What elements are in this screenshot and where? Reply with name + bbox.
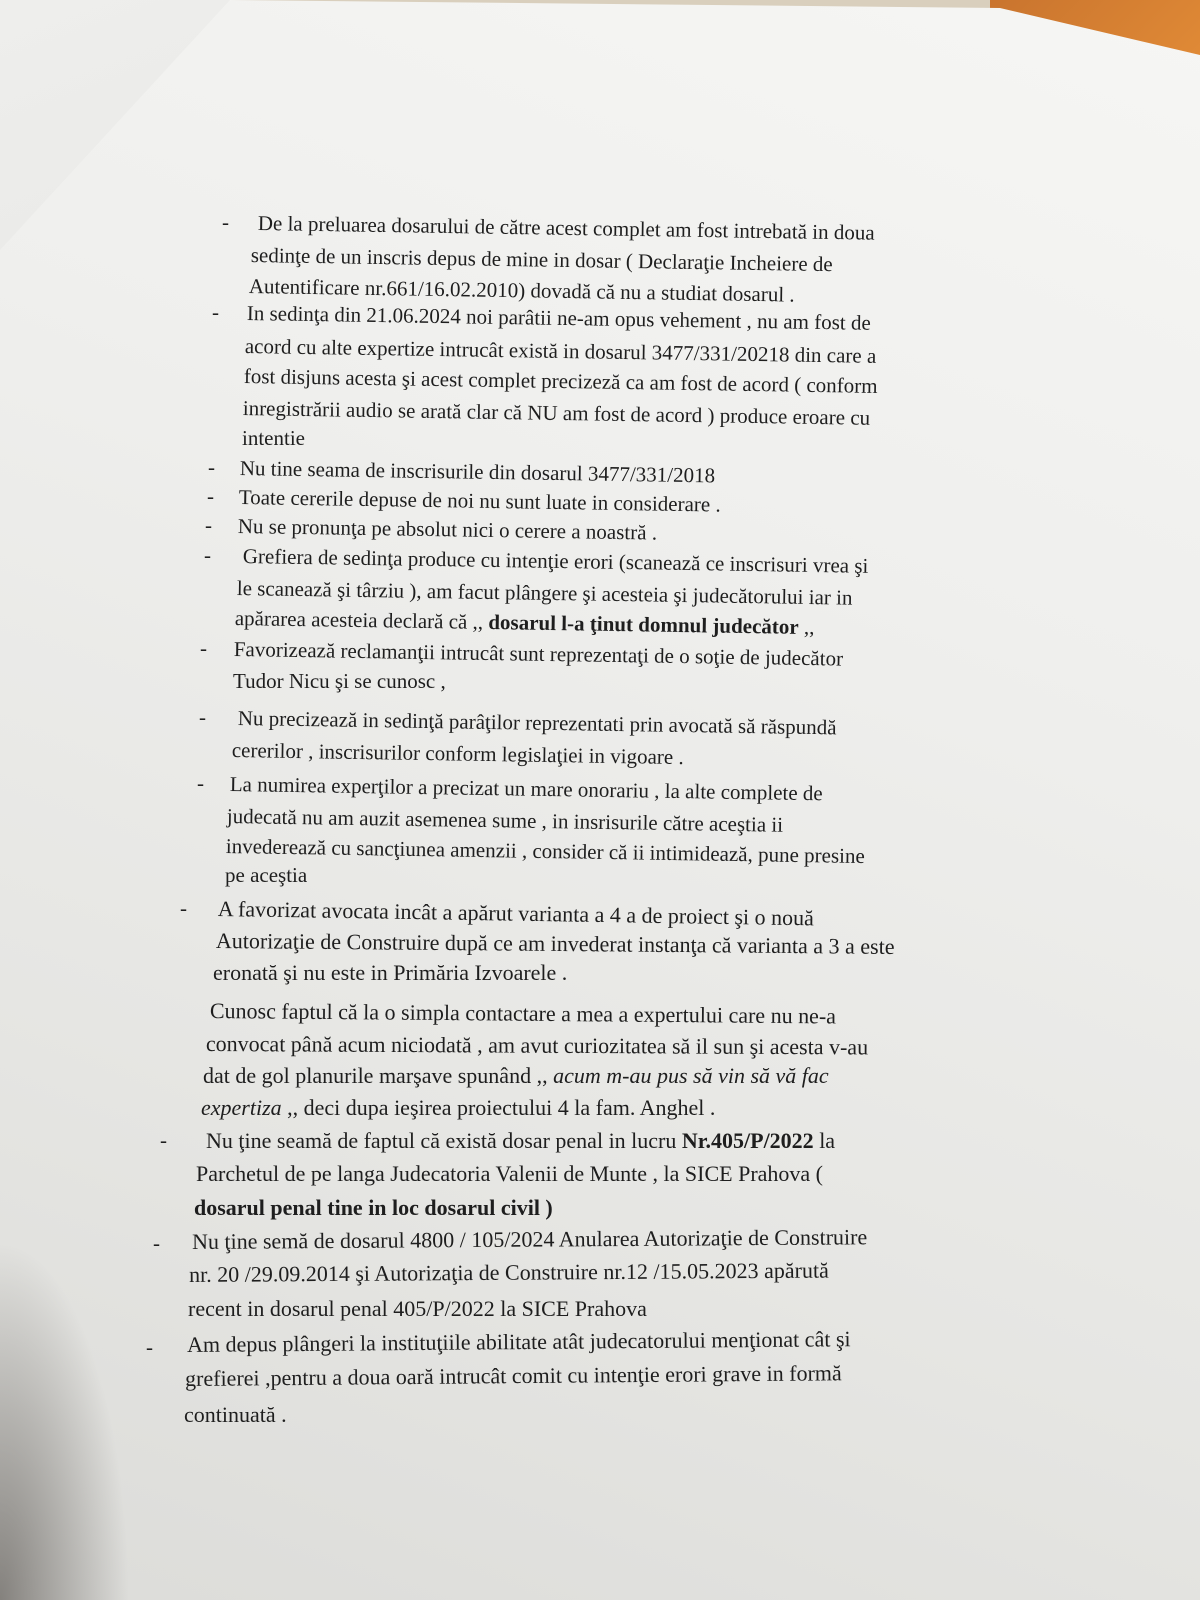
paragraph-line: judecată nu am auzit asemenea sume , in insrisurile către aceştia ii bbox=[226, 804, 784, 837]
paragraph-line: Nu tine seama de inscrisurile din dosarul 3477/331/2018 bbox=[239, 456, 716, 488]
bullet-dash: - bbox=[208, 455, 215, 479]
paragraph-line: pe aceştia bbox=[225, 863, 308, 887]
paragraph-line: expertiza ,, deci dupa ieşirea proiectului 4 la fam. Anghel . bbox=[201, 1095, 716, 1120]
paragraph-line: Nu precizează in sedinţă parâţilor reprezentati prin avocată să răspundă bbox=[237, 706, 837, 740]
bold-quote: dosarul l-a ţinut domnul judecător bbox=[488, 609, 799, 639]
paragraph-line: le scanează şi târziu ), am facut plângere şi acesteia şi judecătorului iar in bbox=[236, 576, 853, 610]
bold-note: dosarul penal tine in loc dosarul civil ) bbox=[194, 1195, 553, 1220]
paragraph-line: fost disjuns acesta şi acest complet precizeză ca am fost de acord ( conform bbox=[243, 364, 878, 398]
bullet-dash: - bbox=[200, 636, 207, 660]
bullet-dash: - bbox=[199, 705, 206, 729]
paragraph-line: intentie bbox=[242, 426, 305, 450]
paragraph-line bbox=[194, 1197, 553, 1219]
bullet-dash: - bbox=[160, 1128, 167, 1152]
paragraph-line: Nu ţine semă de dosarul 4800 / 105/2024 Anularea Autorizaţie de Construire bbox=[191, 1224, 868, 1254]
paragraph-line: sedinţe de un inscris depus de mine in dosar ( Declaraţie Incheiere de bbox=[250, 243, 833, 277]
paragraph-line: convocat până acum niciodată , am avut curiozitatea să il sun şi acesta v-au bbox=[205, 1031, 869, 1060]
paragraph-line: Am depus plângeri la instituţiile abilitate atât judecatorului menţionat cât şi bbox=[186, 1326, 851, 1357]
bullet-dash: - bbox=[204, 543, 211, 567]
bullet-dash: - bbox=[153, 1231, 160, 1255]
bullet-dash: - bbox=[180, 896, 187, 920]
bullet-dash: - bbox=[205, 513, 212, 537]
paragraph-line: cererilor , inscrisurilor conform legislaţiei in vigoare . bbox=[231, 738, 684, 770]
paragraph-line: Autorizaţie de Construire după ce am invederat instanţa că varianta a 3 a este bbox=[215, 928, 895, 959]
paragraph-line: apărarea acesteia declară că ,, dosarul l-a ţinut domnul judecător ,, bbox=[234, 606, 815, 640]
paragraph-line: Parchetul de pe langa Judecatoria Valenii de Munte , la SICE Prahova ( bbox=[196, 1161, 824, 1186]
paragraph-line: De la preluarea dosarului de către acest complet am fost intrebată in doua bbox=[257, 211, 875, 245]
bullet-dash: - bbox=[207, 484, 214, 508]
paragraph-line: In sedinţa din 21.06.2024 noi parâtii ne-am opus vehement , nu am fost de bbox=[246, 301, 872, 335]
paragraph-line: Grefiera de sedinţa produce cu intenţie erori (scanează ce inscrisuri vrea şi bbox=[242, 544, 869, 578]
paragraph-line: La numirea experţilor a precizat un mare onorariu , la alte complete de bbox=[229, 772, 823, 806]
italic-quote: expertiza bbox=[201, 1095, 282, 1120]
paragraph-line: A favorizat avocata incât a apărut varianta a 4 a de proiect şi o nouă bbox=[217, 896, 815, 931]
paragraph-line: inregistrării audio se arată clar că NU am fost de acord ) produce eroare cu bbox=[242, 396, 871, 430]
paragraph-line: nr. 20 /29.09.2014 şi Autorizaţia de Construire nr.12 /15.05.2023 apărută bbox=[188, 1257, 829, 1287]
paragraph-line: eronată şi nu este in Primăria Izvoarele . bbox=[213, 960, 568, 985]
paragraph-line: Nu se pronunţa pe absolut nici o cerere a noastră . bbox=[237, 514, 658, 545]
bullet-dash: - bbox=[212, 300, 219, 324]
paragraph-line: Favorizează reclamanţii intrucât sunt reprezentaţi de o soţie de judecător bbox=[233, 637, 844, 671]
case-number: Nr.405/P/2022 bbox=[681, 1128, 814, 1153]
paragraph-line: grefierei ,pentru a doua oară intrucât comit cu intenţie erori grave in formă bbox=[184, 1360, 842, 1391]
bullet-dash: - bbox=[222, 210, 229, 234]
paragraph-line: acord cu alte expertize intrucât există in dosarul 3477/331/20218 din care a bbox=[244, 334, 877, 368]
paragraph-line: recent in dosarul penal 405/P/2022 la SICE Prahova bbox=[188, 1296, 647, 1321]
bullet-dash: - bbox=[197, 771, 204, 795]
paragraph-line: Nu ţine seamă de faptul că există dosar penal in lucru Nr.405/P/2022 la bbox=[206, 1128, 836, 1153]
paragraph-line: invederează cu sancţiunea amenzii , consider că ii intimidează, pune presine bbox=[225, 834, 865, 869]
paragraph-line: Cunosc faptul că la o simpla contactare a mea a expertului care nu ne-a bbox=[209, 998, 837, 1029]
bullet-dash: - bbox=[146, 1335, 153, 1359]
paragraph-line: dat de gol planurile marşave spunând ,, acum m-au pus să vin să vă fac bbox=[203, 1063, 829, 1088]
paragraph-line: Tudor Nicu şi se cunosc , bbox=[233, 669, 446, 693]
paragraph-line: Toate cererile depuse de noi nu sunt luate in considerare . bbox=[238, 485, 721, 517]
paragraph-line: continuată . bbox=[184, 1402, 287, 1427]
paragraph-line: Autentificare nr.661/16.02.2010) dovadă că nu a studiat dosarul . bbox=[248, 274, 795, 307]
italic-quote: acum m-au pus să vin să vă fac bbox=[553, 1063, 829, 1088]
